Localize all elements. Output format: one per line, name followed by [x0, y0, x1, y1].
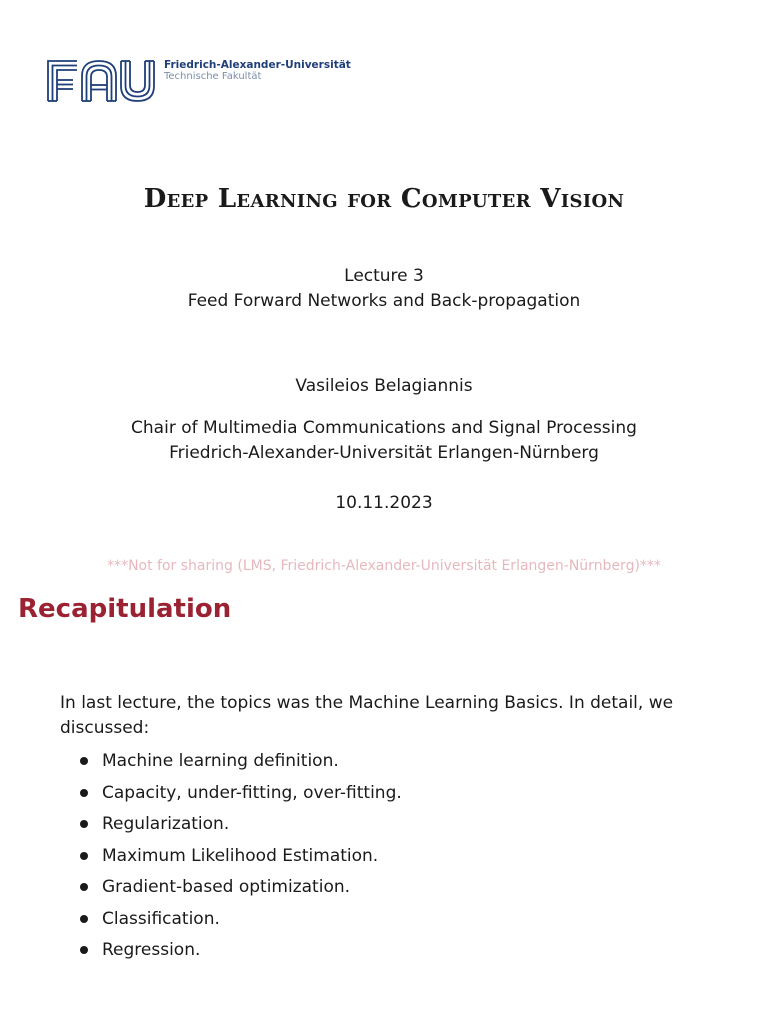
bullet-icon — [80, 820, 88, 828]
recap-bullet-list — [80, 749, 402, 970]
list-item — [80, 907, 402, 939]
bullet-icon — [80, 946, 88, 954]
bullet-icon — [80, 915, 88, 923]
recap-intro: In last lecture, the topics was the Machine Learning Basics. In detail, we discussed: — [60, 693, 674, 738]
section-heading: Recapitulation — [18, 594, 232, 624]
fau-logo-mark — [46, 58, 156, 102]
lecture-date: 10.11.2023 — [335, 493, 433, 513]
lecture-subtitle: Feed Forward Networks and Back-propagation — [187, 291, 581, 311]
fau-logo-text — [164, 59, 351, 83]
bullet-icon — [80, 883, 88, 891]
author-name: Vasileios Belagiannis — [295, 376, 473, 396]
list-item — [80, 749, 402, 781]
bullet-icon — [80, 757, 88, 765]
list-item-text: Gradient-based optimization. — [102, 877, 351, 897]
logo-faculty-name: Technische Fakultät — [164, 71, 262, 82]
list-item — [80, 938, 402, 970]
list-item — [80, 844, 402, 876]
logo-university-name: Friedrich-Alexander-Universität — [164, 59, 351, 71]
list-item-text: Regularization. — [102, 814, 230, 834]
list-item-text: Classification. — [102, 908, 220, 929]
list-item — [80, 812, 402, 844]
lecture-title: Deep Learning for Computer Vision — [143, 184, 625, 214]
affiliation-chair: Chair of Multimedia Communications and Signal Processing — [131, 418, 637, 438]
sharing-notice: ***Not for sharing (LMS, Friedrich-Alexander-Universität Erlangen-Nürnberg)*** — [107, 558, 661, 574]
list-item-text: Capacity, under-fitting, over-fitting. — [102, 782, 402, 803]
lecture-number: Lecture 3 — [344, 266, 424, 286]
list-item-text: Maximum Likelihood Estimation. — [102, 845, 379, 866]
list-item-text: Machine learning definition. — [102, 751, 339, 771]
list-item — [80, 781, 402, 813]
bullet-icon — [80, 789, 88, 797]
list-item — [80, 875, 402, 907]
affiliation-university: Friedrich-Alexander-Universität Erlangen-Nürnberg — [169, 443, 599, 463]
bullet-icon — [80, 852, 88, 860]
fau-logo — [46, 58, 351, 102]
list-item-text: Regression. — [102, 940, 201, 960]
